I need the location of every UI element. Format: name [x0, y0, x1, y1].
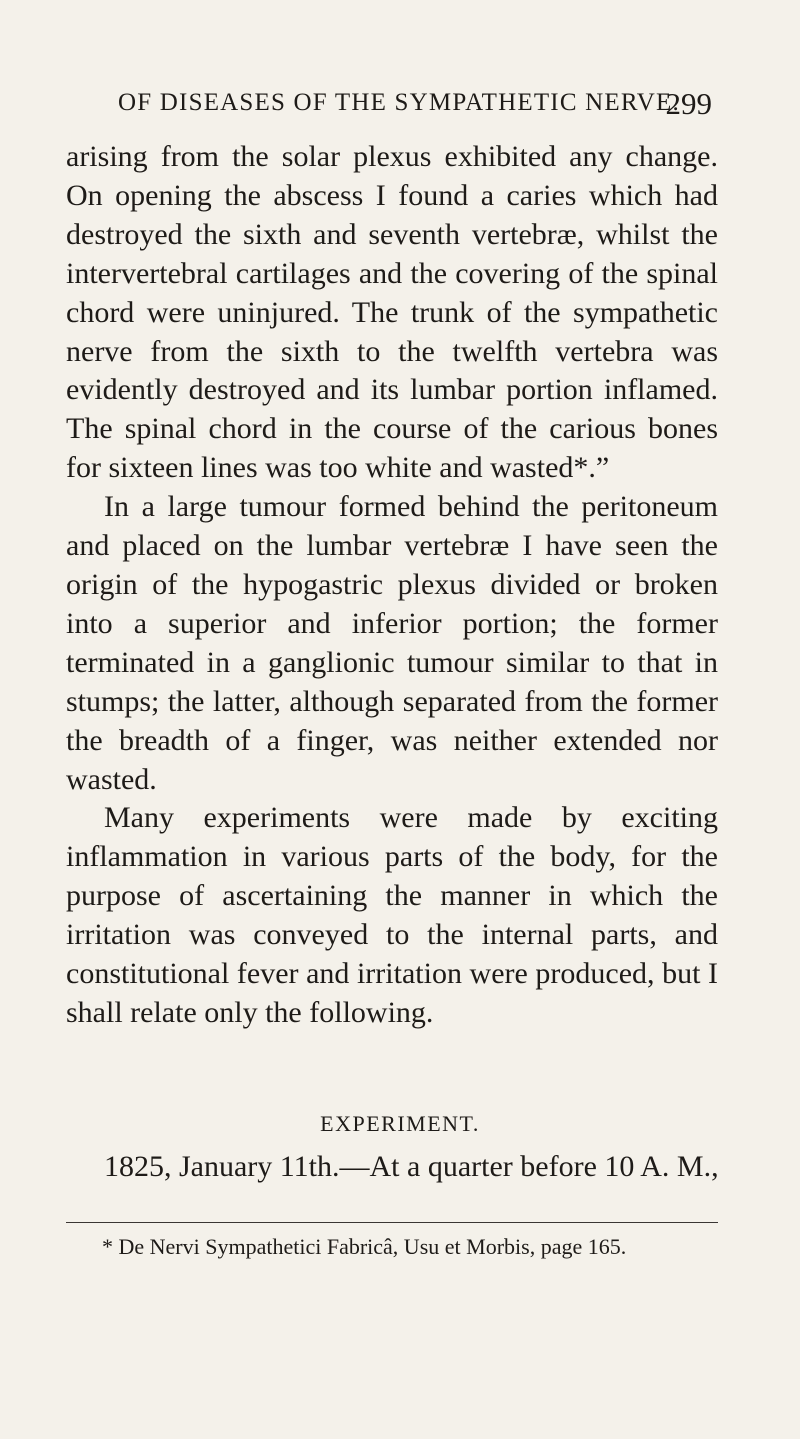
section-heading: EXPERIMENT.: [320, 1111, 480, 1136]
paragraph-tumour: In a large tumour formed behind the peritoneum and placed on the lumbar vertebræ I have seen the origin of the hypogastric plexus divided or broken into a superior and inferior portion; the former terminated in a ganglionic tumour similar to that in stumps; the latter, although separated from the former the breadth of a finger, was neither extended nor wasted.: [66, 490, 718, 796]
footnote: * De Nervi Sympathetici Fabricâ, Usu et Morbis, page 165.: [102, 1234, 627, 1259]
experiment-first-line: 1825, January 11th.—At a quarter before 10 A. M.,: [104, 1150, 719, 1183]
paragraph-experiments: Many experiments were made by exciting inflammation in various parts of the body, for the purpose of ascertaining the manner in which the irritation was conveyed to the internal parts, and constitutional fever and irritation were produced, but I shall relate only the following.: [66, 801, 718, 1029]
paragraph-continuation: arising from the solar plexus exhibited any change. On opening the abscess I found a caries which had destroyed the sixth and seventh vertebræ, whilst the intervertebral cartilages and the covering of the spinal chord were uninjured. The trunk of the sympathetic nerve from the sixth to the twelfth vertebra was evidently destroyed and its lumbar portion inflamed. The spinal chord in the course of the carious bones for sixteen lines was too white and wasted*.”: [66, 140, 718, 485]
page-number: 299: [665, 86, 712, 121]
running-head: OF DISEASES OF THE SYMPATHETIC NERVE.: [118, 89, 680, 116]
page-header: [118, 86, 712, 123]
body-text: [66, 138, 718, 1033]
footnote-divider: [66, 1222, 718, 1223]
